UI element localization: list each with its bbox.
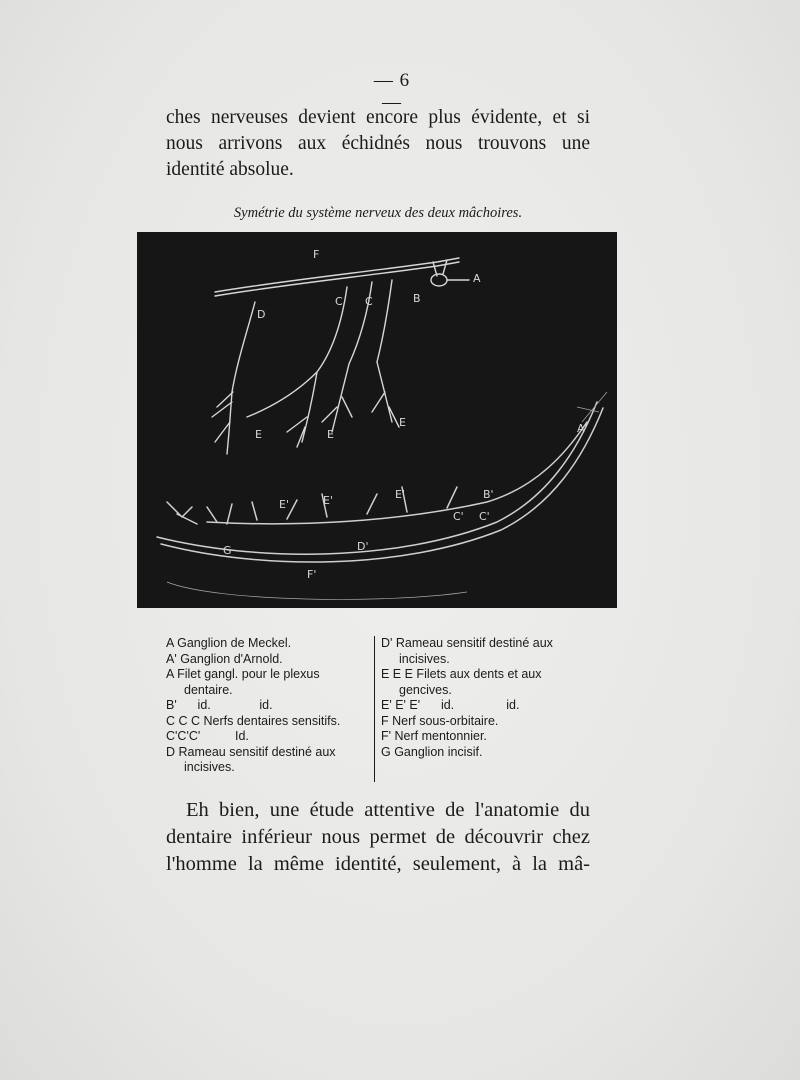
- text-line: Eh bien, une étude attentive de l'anatomie du: [186, 799, 590, 821]
- label-C2: C: [365, 295, 373, 308]
- label-G: G: [223, 544, 232, 557]
- label-B: B: [413, 292, 421, 305]
- legend-entry: A Filet gangl. pour le plexus: [166, 667, 320, 681]
- figure-caption: Symétrie du système nerveux des deux mâchoires.: [233, 205, 523, 221]
- label-E1: E: [255, 428, 262, 441]
- nerve-drawing: [137, 232, 617, 608]
- nerve-illustration: [137, 232, 617, 608]
- intro-paragraph: [166, 105, 590, 183]
- legend-entry: A Ganglion de Meckel.: [166, 636, 292, 650]
- label-E-prime-2: E': [323, 494, 333, 507]
- label-D: D: [257, 308, 266, 321]
- text-line: l'homme la même identité, seulement, à la mâ-: [166, 853, 590, 875]
- legend-entry-continuation: incisives.: [184, 760, 235, 774]
- label-E2: E: [327, 428, 334, 441]
- legend-entry: D' Rameau sensitif destiné aux: [381, 636, 553, 650]
- label-A-prime: A': [577, 422, 588, 435]
- legend-entry: C'C'C' Id.: [166, 729, 249, 743]
- legend-entry: E' E' E' id. id.: [381, 698, 520, 712]
- label-E-prime-3: E': [395, 488, 405, 501]
- figure-legend: [166, 636, 598, 784]
- label-C-prime-1: C': [453, 510, 464, 523]
- label-D-prime: D': [357, 540, 369, 553]
- page-number: — 6 —: [373, 70, 411, 113]
- label-E3: E: [399, 416, 406, 429]
- legend-entry: G Ganglion incisif.: [381, 744, 483, 759]
- text-line: ches nerveuses devient encore plus évidente, et si: [166, 107, 590, 128]
- legend-entry: E E E Filets aux dents et aux: [381, 667, 542, 681]
- label-C-prime-2: C': [479, 510, 490, 523]
- label-F: F: [313, 248, 320, 261]
- legend-right-column: [381, 636, 596, 760]
- text-line: identité absolue.: [166, 159, 294, 180]
- text-line: nous arrivons aux échidnés nous trouvons une: [166, 133, 590, 154]
- legend-entry: F Nerf sous-orbitaire.: [381, 713, 499, 728]
- closing-paragraph: [166, 797, 590, 878]
- label-A: A: [473, 272, 481, 285]
- legend-entry: B' id. id.: [166, 698, 273, 712]
- legend-left-column: [166, 636, 372, 776]
- label-F-prime: F': [307, 568, 317, 581]
- legend-entry-continuation: gencives.: [399, 682, 452, 697]
- legend-divider: [374, 636, 375, 782]
- text-line: dentaire inférieur nous permet de découvrir chez: [166, 826, 590, 848]
- legend-entry: D Rameau sensitif destiné aux: [166, 744, 336, 759]
- legend-entry-continuation: incisives.: [399, 651, 450, 666]
- label-C1: C: [335, 295, 343, 308]
- legend-entry: F' Nerf mentonnier.: [381, 729, 487, 743]
- label-E-prime-1: E': [279, 498, 289, 511]
- legend-entry: A' Ganglion d'Arnold.: [166, 651, 283, 666]
- legend-entry: C C C Nerfs dentaires sensitifs.: [166, 713, 341, 728]
- legend-entry-continuation: dentaire.: [184, 682, 233, 697]
- label-B-prime: B': [483, 488, 494, 501]
